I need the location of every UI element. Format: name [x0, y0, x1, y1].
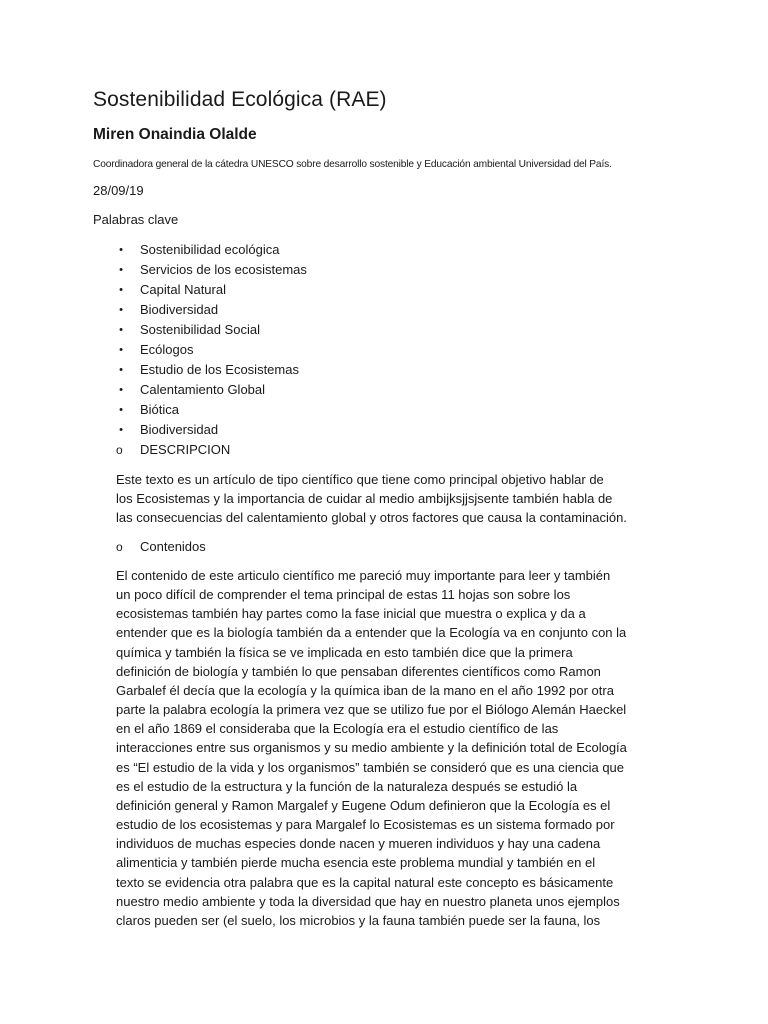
bullet-icon: • — [119, 364, 123, 376]
author-affiliation: Coordinadora general de la cátedra UNESCO sobre desarrollo sostenible y Educación ambiental Universidad del País. — [93, 159, 612, 170]
bullet-icon: • — [119, 424, 123, 436]
paragraph-line: en el año 1869 el consideraba que la Ecología era el estudio científico de las — [116, 721, 559, 737]
paragraph-line: los Ecosistemas y la importancia de cuidar al medio ambijksjjsjsente también habla de — [116, 491, 613, 507]
keyword-label: Capital Natural — [140, 282, 226, 297]
paragraph-line: claros pueden ser (el suelo, los microbios y la fauna también puede ser la fauna, los — [116, 912, 601, 928]
paragraph-line: entender que es la biología también da a entender que la Ecología va en conjunto con la — [116, 625, 627, 641]
keyword-label: Biodiversidad — [140, 302, 219, 317]
paragraph-line: estudio de los ecosistemas y para Margalef lo Ecosistemas es un sistema formado por — [116, 817, 615, 833]
document-date: 28/09/19 — [93, 183, 144, 198]
bullet-icon: • — [119, 244, 123, 256]
paragraph-line: texto se evidencia otra palabra que es la capital natural este concepto es básicamente — [116, 874, 614, 890]
keyword-label: Servicios de los ecosistemas — [140, 262, 307, 277]
paragraph-line: interacciones entre sus organismos y su medio ambiente y la definición total de Ecología — [116, 740, 627, 756]
bullet-icon: • — [119, 384, 123, 396]
contents-heading: Contenidos — [140, 539, 206, 554]
paragraph-line: definición general y Ramon Margalef y Eugene Odum definieron que la Ecología es el — [116, 797, 611, 813]
bullet-icon: • — [119, 264, 123, 276]
keywords-heading: Palabras clave — [93, 212, 179, 227]
author-name: Miren Onaindia Olalde — [93, 126, 257, 143]
paragraph-line: Garbalef él decía que la ecología y la química iban de la mano en el año 1992 por otra — [116, 682, 614, 698]
bullet-icon: • — [119, 304, 123, 316]
keyword-label: Biótica — [140, 402, 180, 417]
bullet-icon: • — [119, 324, 123, 336]
keyword-label: Biodiversidad — [140, 422, 219, 437]
sub-bullet-icon: o — [116, 540, 123, 554]
paragraph-line: Este texto es un artículo de tipo científico que tiene como principal objetivo hablar de — [116, 472, 604, 487]
paragraph-line: definición de biología y también lo que pensaban diferentes científicos como Ramon — [116, 663, 601, 679]
contents-paragraph — [116, 566, 676, 930]
description-paragraph — [116, 470, 676, 527]
sub-bullet-icon: o — [116, 443, 123, 457]
paragraph-line: un poco difícil de comprender el tema principal de estas 11 hojas son sobre los — [116, 587, 571, 603]
bullet-icon: • — [119, 284, 123, 296]
keyword-label: Ecólogos — [140, 342, 194, 357]
paragraph-line: es “El estudio de la vida y los organismos” también se consideró que es una ciencia que — [116, 759, 625, 775]
bullet-icon: • — [119, 344, 123, 356]
paragraph-line: ecosistemas también hay partes como la fase inicial que muestra o explica y da a — [116, 606, 586, 622]
keyword-label: Sostenibilidad ecológica — [140, 242, 280, 257]
paragraph-line: química y también la física se ve implicada en esto también dice que la primera — [116, 644, 573, 660]
paragraph-line: parte la palabra ecología la primera vez que se utilizo fue por el Biólogo Alemán Haeckel — [116, 702, 627, 718]
description-heading: DESCRIPCION — [140, 442, 231, 457]
bullet-icon: • — [119, 404, 123, 416]
paragraph-line: es el estudio de la estructura y la función de la naturaleza después se estudió la — [116, 778, 578, 794]
paragraph-line: alimenticia y también pierde mucha esencia este problema mundial y también en el — [116, 855, 596, 871]
paragraph-line: las consecuencias del calentamiento global y otros factores que causa la contaminación. — [116, 510, 627, 526]
paragraph-line: individuos de muchas especies donde nacen y mueren individuos y hay una cadena — [116, 836, 601, 852]
document-title: Sostenibilidad Ecológica (RAE) — [93, 88, 387, 111]
keyword-label: Calentamiento Global — [140, 382, 266, 397]
paragraph-line: El contenido de este articulo científico me pareció muy importante para leer y también — [116, 568, 611, 583]
keyword-label: Sostenibilidad Social — [140, 322, 260, 337]
keyword-label: Estudio de los Ecosistemas — [140, 362, 299, 377]
paragraph-line: nuestro medio ambiente y toda la diversidad que hay en nuestro planeta unos ejemplos — [116, 893, 620, 909]
